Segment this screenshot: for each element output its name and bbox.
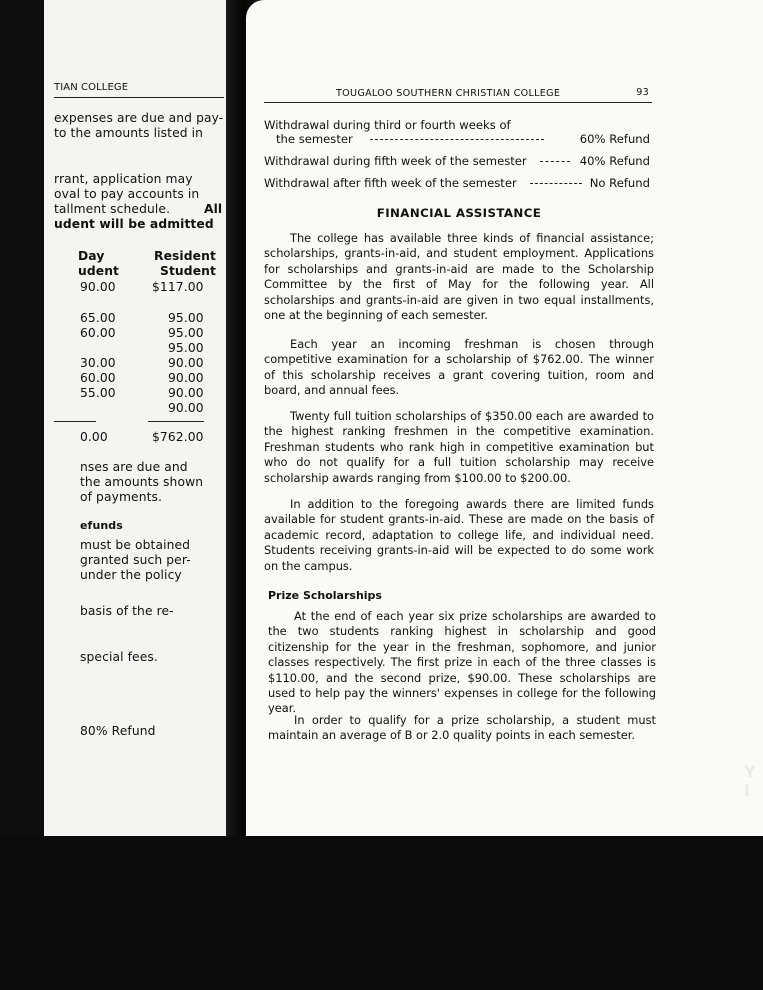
left-table-cell: 90.00 [168,371,204,385]
left-text-line: 80% Refund [80,724,156,738]
left-table-cell: $117.00 [152,280,204,294]
paragraph-text: The college has available three kinds of financial assistance; scholarships, grants-in-aid, and student employment. Applications for scholarships and grants-in-aid are made to the Scholarship Committee by the first of May for the following year. All scholarships and grants-in-aid are given in two equal installments, one at the beginning of each semester. [264,231,654,323]
paragraph [268,609,656,717]
left-table-cell: 60.00 [80,371,116,385]
left-text-line: the amounts shown [80,475,204,489]
running-header [264,86,652,103]
total-rule [148,421,204,422]
left-text-line: oval to pay accounts in [54,187,200,201]
total-rule [54,421,96,422]
left-text-line: to the amounts listed in [54,126,204,140]
left-text-line: tallment schedule. [54,202,171,216]
withdrawal-value: 40% Refund [579,154,650,168]
leader-dashes [540,161,570,162]
left-page [44,0,234,836]
paragraph-text: Twenty full tuition scholarships of $350.00 each are awarded to the highest ranking freshmen in the competitive examination. Freshman students who rank high in competitive examination but who do not qualify for a full tuition scholarship may receive scholarship awards ranging from $100.00 to $200.00. [264,409,654,485]
left-text-line: udent will be admitted [54,217,214,231]
withdrawal-label: the semester [276,132,353,146]
left-subheading: efunds [80,519,123,532]
left-table-header: udent [78,264,120,278]
left-text-line: must be obtained [80,538,191,552]
left-text-line: basis of the re- [80,604,174,618]
left-table-header: Day [78,249,105,263]
left-text-line: nses are due and [80,460,188,474]
left-table-cell: 90.00 [168,401,204,415]
left-table-header: Resident [154,249,216,263]
withdrawal-label: Withdrawal during fifth week of the semester [264,154,527,168]
left-table-cell: 30.00 [80,356,116,370]
left-page-header: TIAN COLLEGE [54,82,129,93]
left-text-line: granted such per- [80,553,191,567]
paragraph-text: In order to qualify for a prize scholarship, a student must maintain an average of B or 2.0 quality points in each semester. [268,713,656,743]
left-table-total: 0.00 [80,430,108,444]
left-table-cell: 95.00 [168,326,204,340]
scan-shadow [0,836,763,990]
withdrawal-label: Withdrawal after fifth week of the semester [264,176,517,190]
left-table-cell: 55.00 [80,386,116,400]
left-header-rule [54,97,224,98]
paragraph [264,337,654,399]
left-table-cell: 60.00 [80,326,116,340]
left-table-header: Student [160,264,216,278]
left-text-line: expenses are due and pay- [54,111,224,125]
withdrawal-value: No Refund [589,176,650,190]
leader-dashes [370,139,544,140]
section-heading: FINANCIAL ASSISTANCE [376,206,542,220]
left-text-line: under the policy [80,568,182,582]
left-table-cell: 90.00 [168,356,204,370]
page-number: 93 [636,87,649,98]
left-text-line: special fees. [80,650,158,664]
left-table-total: $762.00 [152,430,204,444]
edge-text: Y I [744,762,756,800]
left-table-cell: 90.00 [80,280,116,294]
subheading: Prize Scholarships [268,589,382,602]
left-text-line: All [204,202,223,216]
withdrawal-label: Withdrawal during third or fourth weeks of [264,118,511,132]
running-header-title: TOUGALOO SOUTHERN CHRISTIAN COLLEGE [336,88,561,99]
left-text-line: of payments. [80,490,163,504]
paragraph-text: At the end of each year six prize scholarships are awarded to the two students ranking highest in scholarship and good citizenship for the year in the freshman, sophomore, and junior classes respectively. The first prize in each of the three classes is $110.00, and the second prize, $90.00. These scholarships are used to help pay the winners' expenses in college for the following year. [268,609,656,716]
paragraph-text: Each year an incoming freshman is chosen through competitive examination for a scholarship of $762.00. The winner of this scholarship receives a grant covering tuition, room and board, and annual fees. [264,337,654,398]
left-text-line: rrant, application may [54,172,193,186]
paragraph [268,713,656,744]
left-table-cell: 95.00 [168,341,204,355]
paragraph-text: In addition to the foregoing awards there are limited funds available for student grants-in-aid. These are made on the basis of academic record, adaptation to college life, and individual need. Students receiving grants-in-aid will be expected to do some work on the campus. [264,497,654,573]
paragraph [264,231,654,323]
left-table-cell: 65.00 [80,311,116,325]
left-table-cell: 95.00 [168,311,204,325]
paragraph [264,409,654,486]
leader-dashes [530,183,582,184]
left-table-cell: 90.00 [168,386,204,400]
withdrawal-value: 60% Refund [579,132,650,146]
paragraph [264,497,654,574]
